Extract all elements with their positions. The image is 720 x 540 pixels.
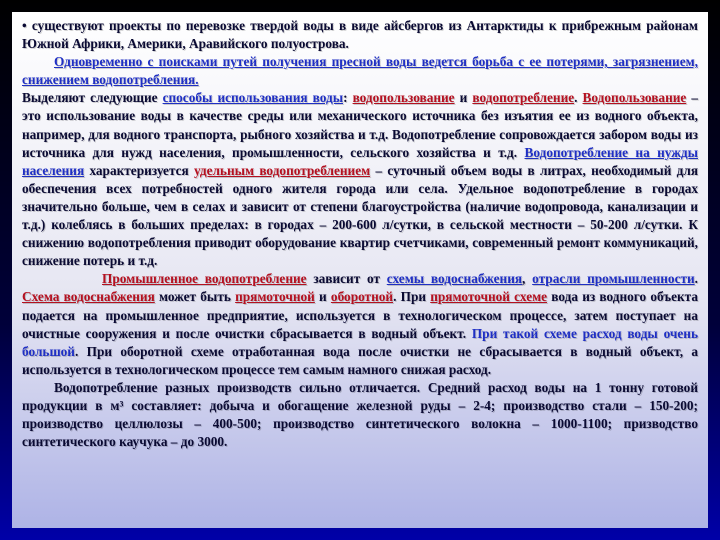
- text-run: .: [694, 271, 698, 287]
- paragraph-production-consumption: [22, 379, 698, 451]
- term-water-consumption: водопотребление: [472, 90, 575, 106]
- text-run: характеризуется: [89, 162, 189, 178]
- term-specific-consumption: удельным водопотреблением: [194, 162, 371, 178]
- text-run: – это использование воды в качестве среды или механического источника без изъятия ее из водного объекта, например, для водного транспорта, рыбного хозяйства и т.д. Водопотребление сопровождается забором воды из источника для нужд населения, промышленности, сельского хозяйства и т.д.: [22, 90, 699, 160]
- term-once-through-scheme: прямоточной схеме: [430, 289, 548, 305]
- text-run: вода из водного объекта подается на промышленное предприятие, используется в технологическом процессе, затем поступает на очистные сооружения и после очистки сбрасывается в водный объект.: [22, 289, 698, 341]
- text-run: – суточный объем воды в литрах, необходимый для обеспечения всех потребностей одного жителя города или села. Удельное водопотребление в городах значительно больше, чем в селах и зависит от степени благоустройства (наличие водопровода, канализации и т.д.) колеблясь в больших пределах: в городах – 200-600 л/сутки, в сельской местности – 50-200 л/сутки. К снижению водопотребления приводит оборудование квартир счетчиками, современный ремонт коммуникаций, снижение потерь и т.д.: [22, 162, 699, 269]
- text-run: и: [319, 289, 327, 305]
- paragraph-water-losses: [22, 53, 698, 89]
- paragraph-water-use-methods: [22, 89, 698, 270]
- text-run: ,: [522, 271, 526, 287]
- paragraph-text: существуют проекты по перевозке твердой воды в виде айсбергов из Антарктиды к прибрежным районам Южной Африки, Америки, Аравийского полуострова.: [22, 18, 698, 52]
- paragraph-text: Одновременно с поисками путей получения пресной воды ведется борьба с ее потерями, загрязнением, снижением водопотребления.: [22, 54, 698, 88]
- text-run: Выделяют следующие: [22, 90, 158, 106]
- paragraph-icebergs: [22, 17, 698, 53]
- text-run: . При оборотной схеме отработанная вода после очистки не сбрасывается в водный объект, а используется в технологическом процессе тем самым намного снижая расход.: [22, 343, 698, 377]
- term-industrial-consumption: Промышленное водопотребление: [102, 271, 307, 287]
- term-population-consumption: Водопотребление на нужды населения: [22, 144, 698, 178]
- term-water-use-methods: способы использования воды: [162, 90, 344, 106]
- term-water-usage-definition: Водопользование: [582, 90, 687, 106]
- paragraph-industrial-consumption: [22, 270, 698, 379]
- term-recycling: оборотной: [330, 289, 394, 305]
- term-supply-scheme-definition: Схема водоснабжения: [22, 289, 155, 305]
- slide-content: [12, 12, 708, 528]
- term-water-usage: водопользование: [352, 90, 455, 106]
- text-run: зависит от: [313, 271, 380, 287]
- text-run: .: [574, 90, 578, 106]
- bullet: •: [22, 18, 27, 33]
- term-once-through: прямоточной: [235, 289, 315, 305]
- paragraph-text: Водопотребление разных производств сильно отличается. Средний расход воды на 1 тонну готовой продукции в м³ составляет: добыча и обогащение железной руды – 2-4; производство стали – 150-200; производство целлюлозы – 400-500; производство синтетического волокна – 1000-1100; призводство синтетического каучука – до 3000.: [22, 379, 698, 450]
- text-run: может быть: [158, 289, 231, 305]
- text-run: и: [459, 90, 468, 106]
- text-run: :: [343, 90, 348, 106]
- highlight-high-consumption: При такой схеме расход воды очень большой: [22, 325, 698, 359]
- text-run: . При: [393, 289, 427, 305]
- term-industry-branch: отрасли промышленности: [532, 271, 695, 287]
- term-supply-scheme: схемы водоснабжения: [386, 271, 523, 287]
